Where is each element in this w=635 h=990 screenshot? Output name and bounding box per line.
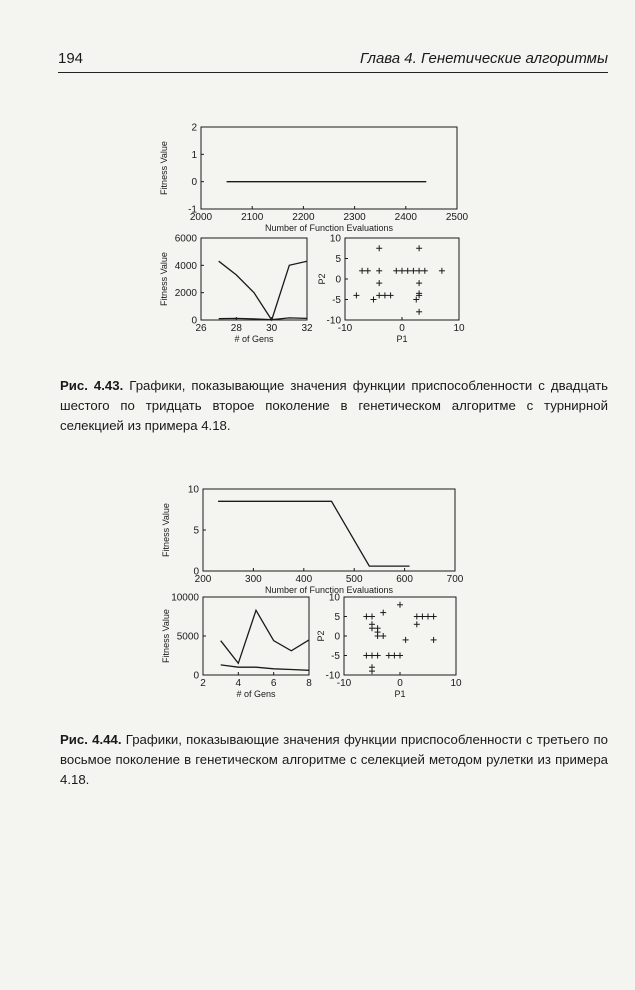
scatter-point [416, 309, 422, 315]
y-tick-label: 0 [191, 315, 197, 327]
scatter-point [376, 292, 382, 298]
scatter-point [353, 292, 359, 298]
scatter-point [416, 268, 422, 274]
y-tick-label: 0 [335, 274, 341, 286]
x-tick-label: 2 [200, 678, 206, 689]
x-tick-label: 600 [396, 574, 413, 585]
y-tick-label: 0 [193, 566, 199, 578]
x-tick-label: 700 [446, 574, 464, 585]
scatter-point [422, 268, 428, 274]
scatter-point [431, 637, 437, 643]
y-tick-label: 10 [187, 484, 199, 496]
x-tick-label: -10 [336, 678, 352, 689]
x-tick-label: 4 [235, 678, 242, 689]
x-tick-label: 2100 [241, 212, 264, 223]
scatter-point [369, 614, 375, 620]
scatter-point [416, 280, 422, 286]
series-line-mean [219, 318, 307, 320]
scatter-point [363, 653, 369, 659]
chart-3 [317, 234, 465, 345]
x-tick-label: 2200 [292, 212, 315, 223]
x-tick-label: 2000 [189, 212, 213, 223]
y-axis-label: Fitness Value [161, 503, 171, 557]
y-tick-label: 5 [193, 525, 199, 537]
x-tick-label: 2500 [445, 212, 469, 223]
caption-fig-4-44 [60, 730, 608, 790]
y-tick-label: 4000 [174, 260, 197, 272]
y-axis-label: P2 [316, 630, 326, 642]
scatter-point [369, 668, 375, 674]
x-tick-label: 500 [345, 574, 363, 585]
y-tick-label: 2000 [174, 288, 197, 300]
scatter-point [414, 621, 420, 627]
y-tick-label: 2 [191, 122, 197, 134]
x-tick-label: 400 [295, 574, 313, 585]
y-tick-label: -5 [331, 651, 340, 662]
series-line-fitness [218, 501, 410, 566]
x-tick-label: 6 [270, 678, 277, 689]
y-tick-label: 5 [334, 612, 340, 623]
chart-5 [161, 593, 312, 700]
x-tick-label: 10 [450, 678, 462, 689]
scatter-point [405, 268, 411, 274]
scatter-point [380, 610, 386, 616]
y-tick-label: -1 [188, 204, 197, 216]
scatter-point [397, 653, 403, 659]
x-tick-label: 300 [245, 574, 262, 585]
scatter-point [399, 268, 405, 274]
y-tick-label: 5 [335, 254, 341, 265]
y-tick-label: 10 [328, 592, 340, 604]
scatter-point [365, 268, 371, 274]
scatter-point [376, 245, 382, 251]
y-tick-label: 0 [334, 631, 340, 643]
scatter-point [391, 653, 397, 659]
plot-frame [345, 238, 459, 320]
x-axis-label: Number of Function Evaluations [264, 223, 394, 233]
y-tick-label: -10 [326, 315, 341, 327]
scatter-point [380, 633, 386, 639]
y-tick-label: 1 [191, 149, 197, 161]
scatter-point [419, 614, 425, 620]
scatter-point [413, 297, 419, 303]
scatter-point [416, 245, 422, 251]
scatter-point [431, 614, 437, 620]
scatter-point [363, 614, 369, 620]
series-line-max [221, 610, 309, 663]
x-tick-label: 2300 [343, 212, 366, 223]
scatter-point [403, 637, 409, 643]
scatter-point [375, 633, 381, 639]
scatter-point [410, 268, 416, 274]
y-tick-label: 10000 [171, 592, 199, 604]
page-number: 194 [58, 50, 84, 67]
y-tick-label: 5000 [176, 631, 199, 643]
caption-text: Графики, показывающие значения функции приспособленности с двадцать шестого по тридцать второе поколение в генетическом алгоритме с турнирной селекцией из примера 4.18. [60, 378, 608, 433]
series-line-mean [221, 665, 309, 670]
y-axis-label: Fitness Value [161, 609, 171, 663]
y-tick-label: -10 [325, 670, 340, 682]
scatter-point [369, 653, 375, 659]
x-tick-label: 30 [266, 323, 278, 334]
x-axis-label: # of Gens [236, 689, 276, 699]
scatter-point [414, 614, 420, 620]
scatter-point [386, 653, 392, 659]
x-axis-label: P1 [396, 334, 408, 344]
caption-label: Рис. 4.44. [60, 732, 122, 747]
y-tick-label: 0 [193, 670, 199, 682]
x-tick-label: -10 [337, 323, 353, 334]
y-axis-label: Fitness Value [159, 252, 169, 306]
caption-label: Рис. 4.43. [60, 378, 124, 393]
scatter-point [376, 280, 382, 286]
plot-frame [201, 127, 457, 209]
y-tick-label: 0 [191, 177, 197, 189]
plot-frame [203, 597, 309, 675]
scatter-point [375, 653, 381, 659]
x-axis-label: # of Gens [234, 334, 274, 344]
y-tick-label: 10 [329, 233, 341, 245]
scatter-point [425, 614, 431, 620]
scatter-point [382, 292, 388, 298]
scatter-point [439, 268, 445, 274]
x-tick-label: 28 [230, 323, 242, 334]
y-tick-label: -5 [332, 295, 341, 306]
x-tick-label: 0 [397, 678, 403, 689]
plot-frame [344, 597, 456, 675]
plot-frame [201, 238, 307, 320]
x-tick-label: 32 [301, 323, 313, 334]
x-axis-label: P1 [394, 689, 406, 699]
scatter-point [393, 268, 399, 274]
chart-6 [316, 593, 462, 700]
x-tick-label: 0 [399, 323, 405, 334]
x-tick-label: 26 [195, 323, 207, 334]
scatter-point [397, 602, 403, 608]
chart-1 [159, 123, 469, 234]
scatter-point [369, 625, 375, 631]
scatter-point [388, 292, 394, 298]
caption-text: Графики, показывающие значения функции приспособленности с третьего по восьмое поколение в генетическом алгоритме с селекцией методом рулетки из примера 4.18. [60, 732, 608, 787]
scatter-point [376, 268, 382, 274]
chart-4 [161, 485, 464, 596]
chart-2 [159, 234, 313, 345]
x-tick-label: 2400 [394, 212, 417, 223]
scatter-point [359, 268, 365, 274]
y-axis-label: Fitness Value [159, 141, 169, 195]
x-tick-label: 8 [306, 678, 312, 689]
x-tick-label: 10 [453, 323, 465, 334]
y-tick-label: 6000 [174, 233, 197, 245]
caption-fig-4-43 [60, 376, 608, 436]
series-line-max [219, 261, 307, 320]
scatter-point [371, 297, 377, 303]
y-axis-label: P2 [317, 273, 327, 285]
x-axis-label: Number of Function Evaluations [264, 585, 394, 595]
chapter-title: Глава 4. Генетические алгоритмы [359, 50, 608, 67]
x-tick-label: 200 [194, 574, 212, 585]
